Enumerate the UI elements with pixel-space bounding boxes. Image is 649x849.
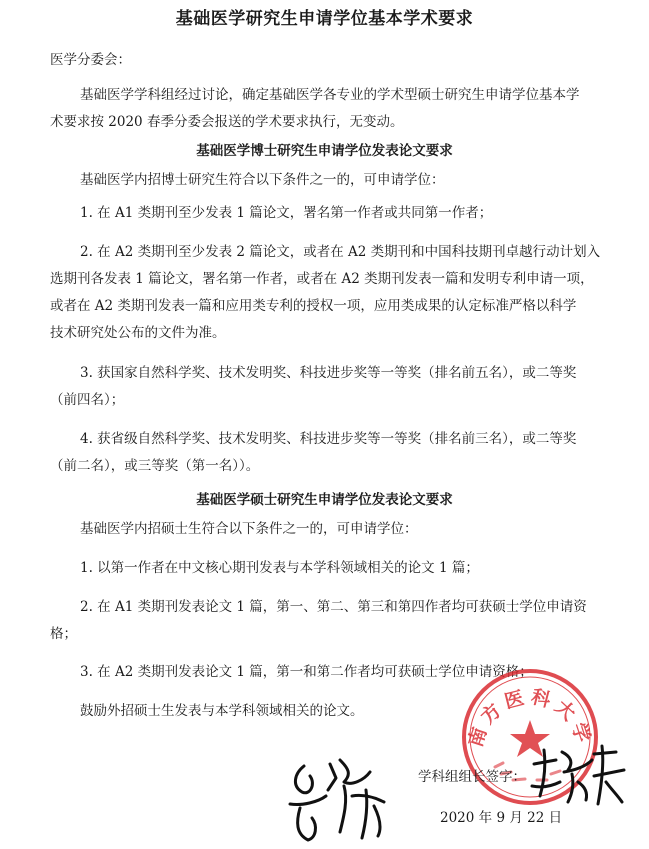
document-title: 基础医学研究生申请学位基本学术要求: [175, 9, 474, 29]
masters-lead: 基础医学内招硕士生符合以下条件之一的，可申请学位：: [80, 521, 418, 537]
phd-lead: 基础医学内招博士研究生符合以下条件之一的，可申请学位：: [80, 172, 445, 188]
document-date: 2020 年 9 月 22 日: [440, 810, 563, 826]
masters-item-2-line-2: 格；: [50, 626, 77, 642]
handwritten-signature-left: [282, 746, 392, 846]
signature-label: 学科组组长签字：: [418, 769, 526, 785]
phd-item-3-line-2: （前四名）；: [50, 392, 125, 408]
phd-item-2-line-4: 技术研究处公布的文件为准。: [50, 325, 226, 341]
phd-item-3-line-1: 3. 获国家自然科学奖、技术发明奖、科技进步奖等一等奖（排名前五名），或二等奖: [80, 365, 577, 381]
phd-item-2-line-3: 或者在 A2 类期刊发表一篇和应用类专利的授权一项，应用类成果的认定标准严格以科学: [50, 298, 577, 314]
masters-item-3: 3. 在 A2 类期刊发表论文 1 篇，第一和第二作者均可获硕士学位申请资格；: [80, 664, 533, 680]
masters-item-2-line-1: 2. 在 A1 类期刊发表论文 1 篇，第一、第二、第三和第四作者均可获硕士学位申请资: [80, 599, 587, 615]
addressee: 医学分委会：: [50, 52, 131, 68]
intro-line-1: 基础医学学科组经过讨论，确定基础医学各专业的学术型硕士研究生申请学位基本学: [80, 87, 580, 103]
phd-item-4-line-2: （前二名），或三等奖（第一名））。: [50, 458, 260, 474]
svg-text:南方医科大学: 南方医科大学: [464, 685, 596, 750]
phd-item-2-line-1: 2. 在 A2 类期刊至少发表 2 篇论文，或者在 A2 类期刊和中国科技期刊卓越行动计划入: [80, 244, 601, 260]
masters-heading: 基础医学硕士研究生申请学位发表论文要求: [196, 492, 453, 508]
phd-heading: 基础医学博士研究生申请学位发表论文要求: [196, 143, 453, 159]
phd-item-4-line-1: 4. 获省级自然科学奖、技术发明奖、科技进步奖等一等奖（排名前三名），或二等奖: [80, 431, 577, 447]
intro-line-2: 术要求按 2020 春季分委会报送的学术要求执行，无变动。: [50, 114, 404, 130]
handwritten-signature-right: [528, 742, 628, 812]
phd-item-2-line-2: 选期刊各发表 1 篇论文，署名第一作者，或者在 A2 类期刊发表一篇和发明专利申请一项，: [50, 271, 594, 287]
masters-note: 鼓励外招硕士生发表与本学科领域相关的论文。: [80, 703, 364, 719]
phd-item-1: 1. 在 A1 类期刊至少发表 1 篇论文，署名第一作者或共同第一作者；: [80, 205, 493, 221]
masters-item-1: 1. 以第一作者在中文核心期刊发表与本学科领域相关的论文 1 篇；: [80, 560, 479, 576]
